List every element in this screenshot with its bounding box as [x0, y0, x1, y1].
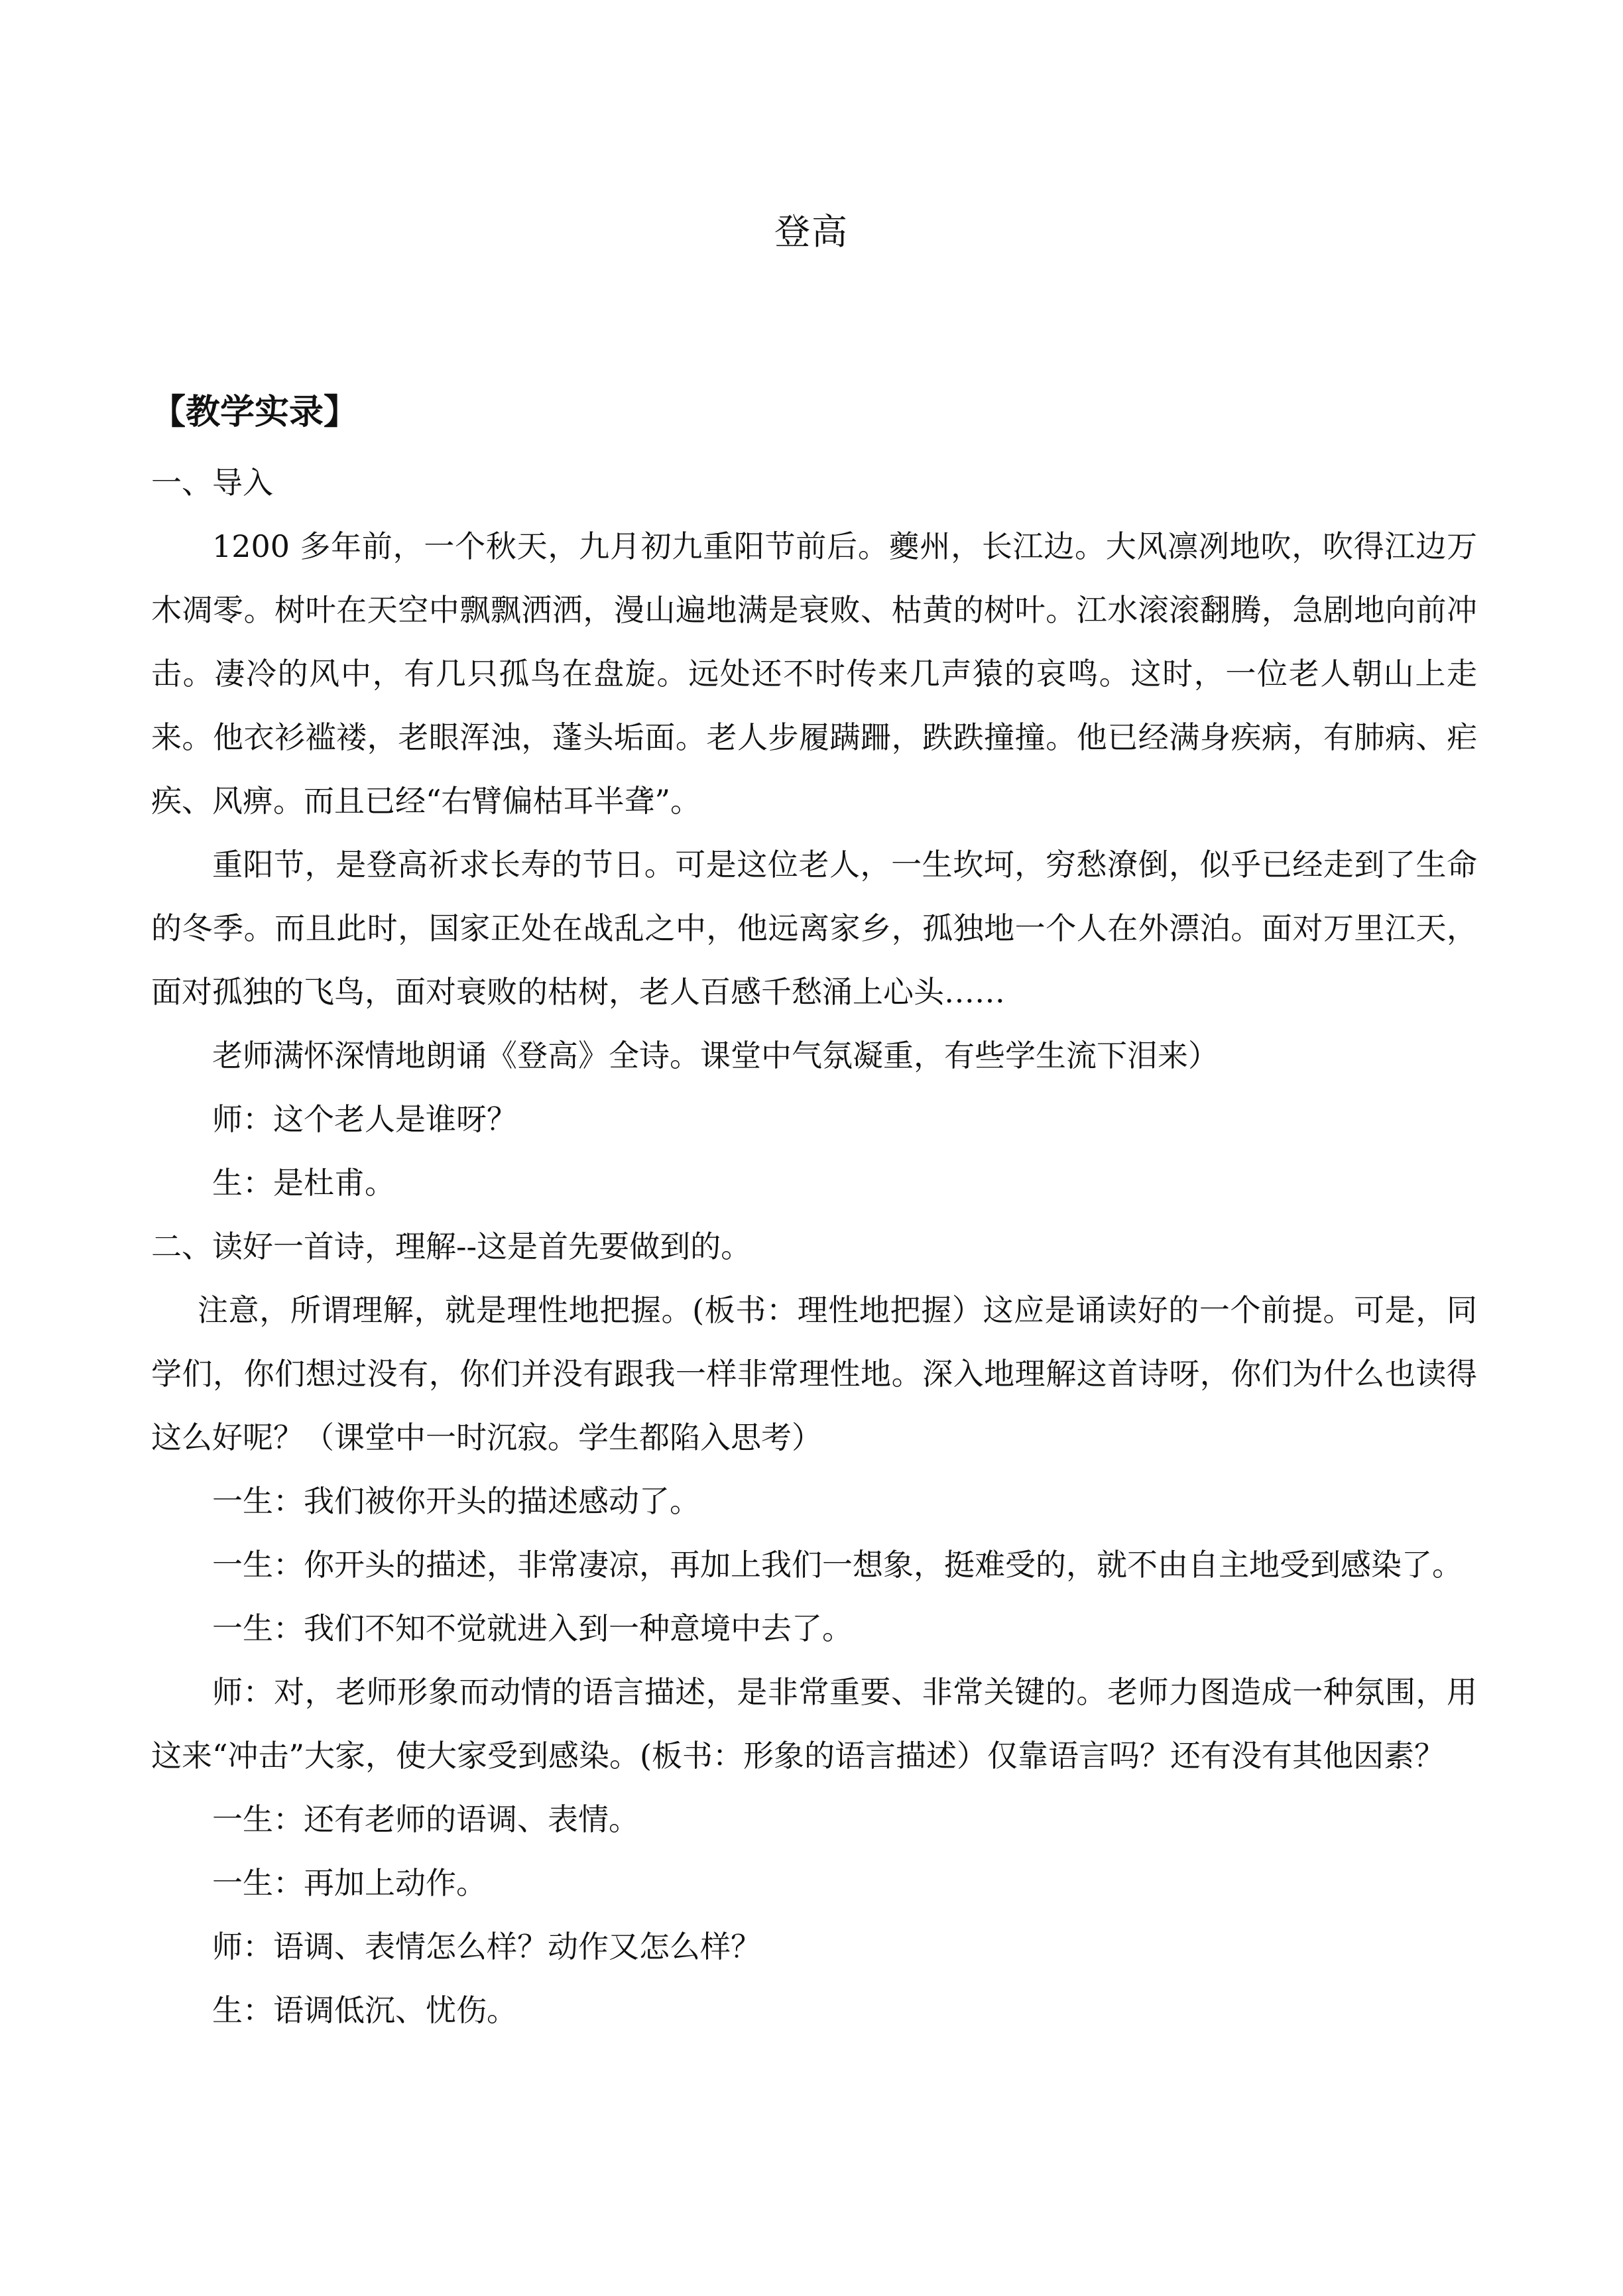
dialogue-line: 师：语调、表情怎么样？动作又怎么样？: [212, 1929, 761, 1964]
paragraph: 老师满怀深情地朗诵《登高》全诗。课堂中气氛凝重，有些学生流下泪来）: [212, 1038, 1219, 1073]
dialogue-line: 师：对，老师形象而动情的语言描述，是非常重要、非常关键的。老师力图造成一种氛围，用这来“冲击”大家，使大家受到感染。(板书：形象的语言描述）仅靠语言吗？还有没有其他因素？: [151, 1674, 1477, 1774]
dialogue-line: 师：这个老人是谁呀？: [212, 1101, 517, 1137]
dialogue-line: 一生：我们不知不觉就进入到一种意境中去了。: [212, 1610, 853, 1646]
section-heading: 【教学实录】: [151, 392, 359, 432]
dialogue-line: 一生：再加上动作。: [212, 1865, 487, 1901]
paragraph: 注意，所谓理解，就是理性地把握。(板书：理性地把握）这应是诵读好的一个前提。可是，同学们，你们想过没有，你们并没有跟我一样非常理性地。深入地理解这首诗呀，你们为什么也读得这么好呢？（课堂中一时沉寂。学生都陷入思考）: [151, 1292, 1477, 1455]
paragraph: 1200 多年前，一个秋天，九月初九重阳节前后。夔州，长江边。大风凛冽地吹，吹得江边万木凋零。树叶在天空中飘飘洒洒，漫山遍地满是衰败、枯黄的树叶。江水滚滚翻腾，急剧地向前冲击。凄冷的风中，有几只孤鸟在盘旋。远处还不时传来几声猿的哀鸣。这时，一位老人朝山上走来。他衣衫褴褛，老眼浑浊，蓬头垢面。老人步履蹒跚，跌跌撞撞。他已经满身疾病，有肺病、疟疾、风痹。而且已经“右臂偏枯耳半聋”。: [151, 528, 1477, 819]
dialogue-line: 一生：还有老师的语调、表情。: [212, 1801, 639, 1837]
paragraph: 重阳节，是登高祈求长寿的节日。可是这位老人，一生坎坷，穷愁潦倒，似乎已经走到了生命的冬季。而且此时，国家正处在战乱之中，他远离家乡，孤独地一个人在外漂泊。面对万里江天，面对孤独的飞鸟，面对衰败的枯树，老人百感千愁涌上心头……: [151, 847, 1477, 1010]
dialogue-line: 生：是杜甫。: [212, 1165, 395, 1201]
dialogue-line: 一生：我们被你开头的描述感动了。: [212, 1483, 700, 1519]
paragraph-heading: 一、导入: [151, 465, 273, 501]
body-text: [151, 451, 1477, 2042]
dialogue-line: 一生：你开头的描述，非常凄凉，再加上我们一想象，挺难受的，就不由自主地受到感染了。: [212, 1547, 1463, 1583]
dialogue-line: 生：语调低沉、忧伤。: [212, 1992, 517, 2028]
paragraph-heading: 二、读好一首诗，理解--这是首先要做到的。: [151, 1229, 752, 1264]
page-title: 登高: [774, 211, 849, 253]
